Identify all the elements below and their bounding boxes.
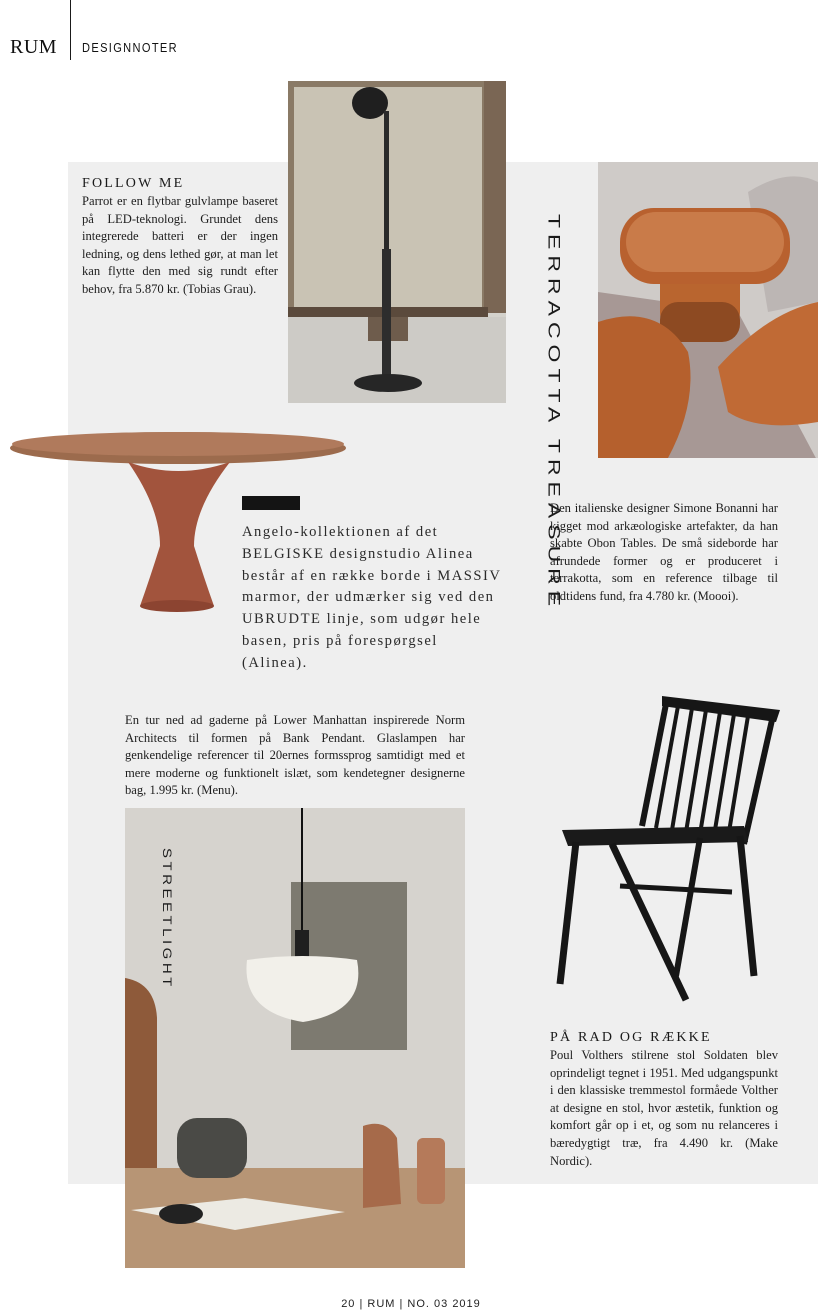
terracotta-title: TERRACOTTA TREASURE xyxy=(544,214,564,613)
section-label: DESIGNNOTER xyxy=(82,40,179,55)
page-footer: 20 | RUM | NO. 03 2019 xyxy=(341,1298,481,1310)
angelo-body: Angelo-kollektionen af det BELGISKE designstudio Alinea består af en række borde i MASSIV marmor, der udmærker sig ved den UBRUDTE linje, som udgør hele basen, pris på forespørgsel (Alinea). xyxy=(242,524,502,671)
streetlight-title: STREETLIGHT xyxy=(160,848,174,990)
header-divider xyxy=(70,0,71,60)
follow-me-title: FOLLOW ME xyxy=(82,176,185,191)
bank-pendant-photo xyxy=(125,808,465,1268)
floor-lamp-photo xyxy=(288,81,506,403)
terracotta-body: Den italienske designer Simone Bonanni har kigget mod arkæologiske artefakter, da han skabte Obon Tables. De små sideborde har afrundede former og er produceret i terrakotta, som en reference tilbage til oldtidens fund, fra 4.780 kr. (Moooi). xyxy=(550,501,778,603)
streetlight-body: En tur ned ad gaderne på Lower Manhattan inspirerede Norm Architects til formen på Bank Pendant. Glaslampen har genkendelige referencer til 20ernes formssprog samtidigt med et mere moderne og funktionelt islæt, som kendetegner designerne bag, 1.995 kr. (Menu). xyxy=(125,713,465,798)
soldaten-chair-photo xyxy=(550,686,800,1016)
terracotta-tables-photo xyxy=(598,162,818,458)
follow-me-body: Parrot er en flytbar gulvlampe baseret på LED-teknologi. Grundet dens integrerede batteri er der ingen ledning, og dens lethed gør, at man let kan flytte den med sig rundt efter behov, fra 5.870 kr. (Tobias Grau). xyxy=(82,194,278,296)
black-marker-bar xyxy=(242,496,300,510)
paa-rad-body: Poul Volthers stilrene stol Soldaten blev oprindeligt tegnet i 1951. Med udgangspunkt i den klassiske tremmestol formåede Volther at designe en stol, hvor æstetik, funktion og komfort går op i et, og som nu relanceres i bæredygtigt træ, fra 4.490 kr. (Make Nordic). xyxy=(550,1048,778,1168)
paa-rad-title: PÅ RAD OG RÆKKE xyxy=(550,1030,712,1045)
magazine-brand: RUM xyxy=(10,36,58,58)
